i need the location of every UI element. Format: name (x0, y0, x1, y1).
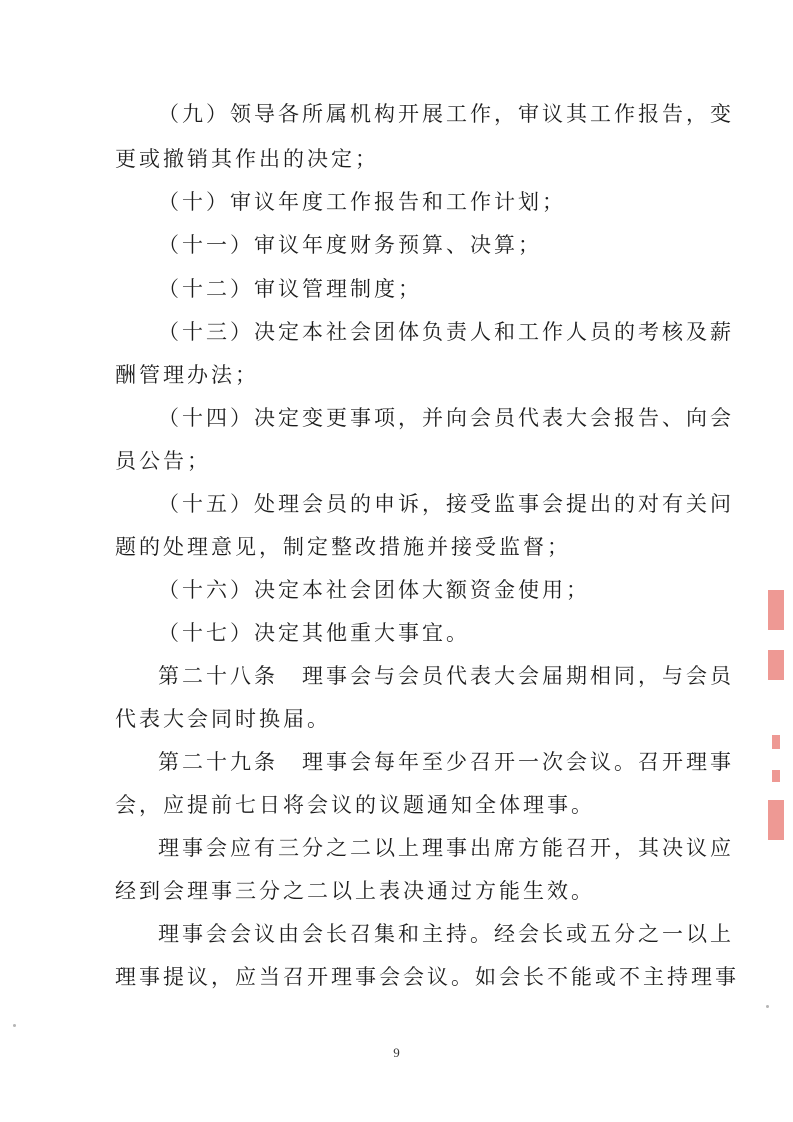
paragraph-line: （十一）审议年度财务预算、决算； (158, 233, 542, 257)
seal-edge-mark (768, 800, 784, 840)
paragraph-line: 员公告； (115, 449, 211, 473)
seal-edge-mark (772, 770, 780, 782)
paragraph-line: （十二）审议管理制度； (158, 277, 422, 301)
paragraph-line: 更或撤销其作出的决定； (115, 147, 379, 171)
article-line: 会，应提前七日将会议的议题通知全体理事。 (115, 793, 595, 817)
scan-speck (766, 1005, 769, 1008)
paragraph-line: 酬管理办法； (115, 363, 259, 387)
paragraph-line: 理事会会议由会长召集和主持。经会长或五分之一以上 (158, 922, 734, 946)
paragraph-line: （十七）决定其他重大事宜。 (158, 621, 470, 645)
paragraph-line: （十三）决定本社会团体负责人和工作人员的考核及薪 (158, 320, 734, 344)
article-line: 第二十八条 理事会与会员代表大会届期相同，与会员 (158, 664, 734, 688)
paragraph-line: （十六）决定本社会团体大额资金使用； (158, 578, 590, 602)
paragraph-line: 题的处理意见，制定整改措施并接受监督； (115, 535, 571, 559)
scan-speck (13, 1024, 16, 1027)
article-line: 代表大会同时换届。 (115, 707, 331, 731)
seal-edge-mark (768, 650, 784, 680)
seal-edge-mark (772, 735, 780, 749)
paragraph-line: （十四）决定变更事项，并向会员代表大会报告、向会 (158, 406, 734, 430)
article-line: 第二十九条 理事会每年至少召开一次会议。召开理事 (158, 750, 734, 774)
paragraph-line: （十）审议年度工作报告和工作计划； (158, 190, 566, 214)
paragraph-line: 经到会理事三分之二以上表决通过方能生效。 (115, 879, 595, 903)
paragraph-line: （十五）处理会员的申诉，接受监事会提出的对有关问 (158, 492, 734, 516)
paragraph-line: 理事会应有三分之二以上理事出席方能召开，其决议应 (158, 836, 734, 860)
paragraph-line: （九）领导各所属机构开展工作，审议其工作报告，变 (158, 102, 734, 126)
seal-edge-mark (768, 590, 784, 630)
page-number: 9 (393, 1045, 400, 1060)
paragraph-line: 理事提议，应当召开理事会会议。如会长不能或不主持理事 (115, 965, 739, 989)
